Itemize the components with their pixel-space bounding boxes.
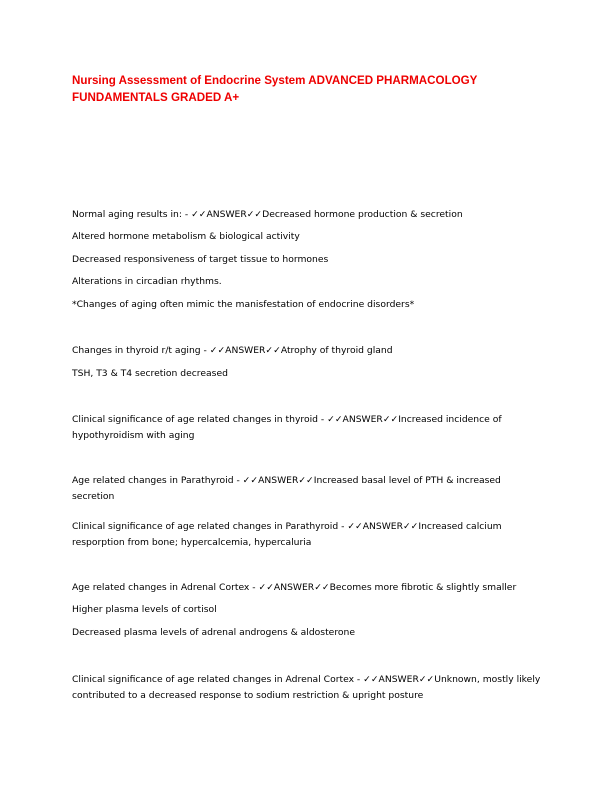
text-line-androgens-aldosterone: Decreased plasma levels of adrenal androgens & aldosterone bbox=[72, 627, 356, 638]
text-line-parathyroid-significance: Clinical significance of age related changes in Parathyroid - ✓✓ANSWER✓✓Increased calcium resporption from bone; hypercalcemia, hypercaluria bbox=[72, 521, 502, 548]
text-line-adrenal-significance: Clinical significance of age related changes in Adrenal Cortex - ✓✓ANSWER✓✓Unknown, mostly likely contributed to a decreased response to sodium restriction & upright posture bbox=[72, 674, 541, 701]
text-line-aging-mimic-note: *Changes of aging often mimic the manisfestation of endocrine disorders* bbox=[72, 299, 415, 310]
text-line-tsh-t3-t4: TSH, T3 & T4 secretion decreased bbox=[72, 368, 228, 379]
text-line-cortisol: Higher plasma levels of cortisol bbox=[72, 604, 217, 615]
text-line-adrenal-changes: Age related changes in Adrenal Cortex - ✓✓ANSWER✓✓Becomes more fibrotic & slightly smaller bbox=[72, 582, 517, 593]
document-title: Nursing Assessment of Endocrine System ADVANCED PHARMACOLOGY FUNDAMENTALS GRADED A+ bbox=[72, 74, 478, 104]
text-line-thyroid-significance: Clinical significance of age related changes in thyroid - ✓✓ANSWER✓✓Increased incidence of hypothyroidism with aging bbox=[72, 414, 502, 441]
text-line-parathyroid-changes: Age related changes in Parathyroid - ✓✓ANSWER✓✓Increased basal level of PTH & increased secretion bbox=[72, 475, 501, 502]
text-line-normal-aging: Normal aging results in: - ✓✓ANSWER✓✓Decreased hormone production & secretion bbox=[72, 209, 463, 220]
text-line-circadian: Alterations in circadian rhythms. bbox=[72, 276, 222, 287]
text-line-decreased-responsiveness: Decreased responsiveness of target tissue to hormones bbox=[72, 254, 329, 265]
text-line-thyroid-changes: Changes in thyroid r/t aging - ✓✓ANSWER✓✓Atrophy of thyroid gland bbox=[72, 345, 393, 356]
text-line-altered-metabolism: Altered hormone metabolism & biological activity bbox=[72, 231, 300, 242]
